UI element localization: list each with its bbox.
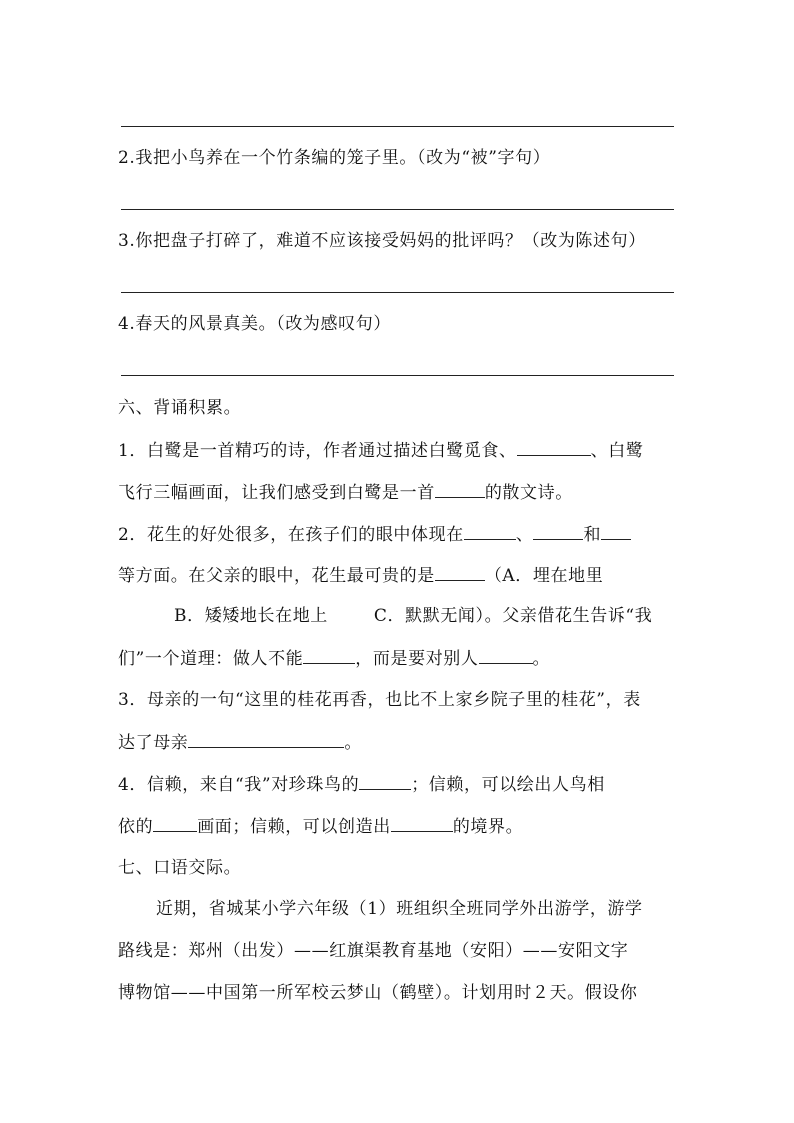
- answer-line-1[interactable]: [121, 126, 674, 127]
- option-b: B．矮矮地长在地上: [174, 606, 328, 626]
- question-6-1-line-1: 1．白鹭是一首精巧的诗，作者通过描述白鹭觅食、 、白鹭: [118, 441, 644, 461]
- fill-blank[interactable]: [359, 773, 411, 790]
- question-6-4-line-1: 4．信赖，来自“我”对珍珠鸟的 ；信赖，可以绘出人鸟相: [118, 775, 605, 795]
- question-6-3-line-1: 3．母亲的一句“这里的桂花再香，也比不上家乡院子里的桂花”，表: [118, 690, 641, 710]
- fill-blank[interactable]: [601, 523, 631, 540]
- question-5-3: 3.你把盘子打碎了，难道不应该接受妈妈的批评吗？（改为陈述句）: [118, 231, 646, 251]
- question-6-2-line-4: 们”一个道理：做人不能 ，而是要对别人 。: [118, 649, 551, 669]
- section-6-heading: 六、背诵积累。: [118, 398, 242, 418]
- fill-blank[interactable]: [153, 815, 197, 832]
- fill-blank[interactable]: [517, 439, 591, 456]
- fill-blank[interactable]: [464, 523, 516, 540]
- fill-blank[interactable]: [533, 523, 583, 540]
- option-c: C．默默无闻）。父亲借花生告诉“我: [373, 606, 653, 626]
- fill-blank[interactable]: [435, 481, 485, 498]
- question-6-1-line-2: 飞行三幅画面，让我们感受到白鹭是一首 的散文诗。: [118, 483, 573, 503]
- answer-line-4[interactable]: [121, 375, 674, 376]
- answer-line-2[interactable]: [121, 209, 674, 210]
- question-5-2: 2.我把小鸟养在一个竹条编的笼子里。（改为“被”字句）: [118, 148, 551, 168]
- paragraph-line-2: 路线是：郑州（出发）——红旗渠教育基地（安阳）——安阳文字: [118, 941, 629, 961]
- question-6-2-line-2: 等方面。在父亲的眼中，花生最可贵的是 （A．埋在地里: [118, 566, 604, 586]
- question-6-3-line-2: 达了母亲 。: [118, 733, 363, 753]
- fill-blank[interactable]: [391, 815, 453, 832]
- fill-blank[interactable]: [479, 647, 533, 664]
- paragraph-line-3: 博物馆——中国第一所军校云梦山（鹤壁）。计划用时２天。假设你: [118, 983, 638, 1003]
- question-6-4-line-2: 依的 画面；信赖，可以创造出 的境界。: [118, 817, 524, 837]
- answer-line-3[interactable]: [121, 292, 674, 293]
- section-7-heading: 七、口语交际。: [118, 858, 242, 878]
- fill-blank[interactable]: [435, 564, 485, 581]
- fill-blank[interactable]: [303, 647, 355, 664]
- question-6-2-line-3: [118, 605, 678, 627]
- question-6-2-line-1: 2．花生的好处很多，在孩子们的眼中体现在 、 和: [118, 523, 678, 546]
- question-5-4: 4.春天的风景真美。（改为感叹句）: [118, 314, 391, 334]
- paragraph-line-1: 近期，省城某小学六年级（1）班组织全班同学外出游学，游学: [156, 899, 643, 919]
- fill-blank[interactable]: [188, 731, 344, 748]
